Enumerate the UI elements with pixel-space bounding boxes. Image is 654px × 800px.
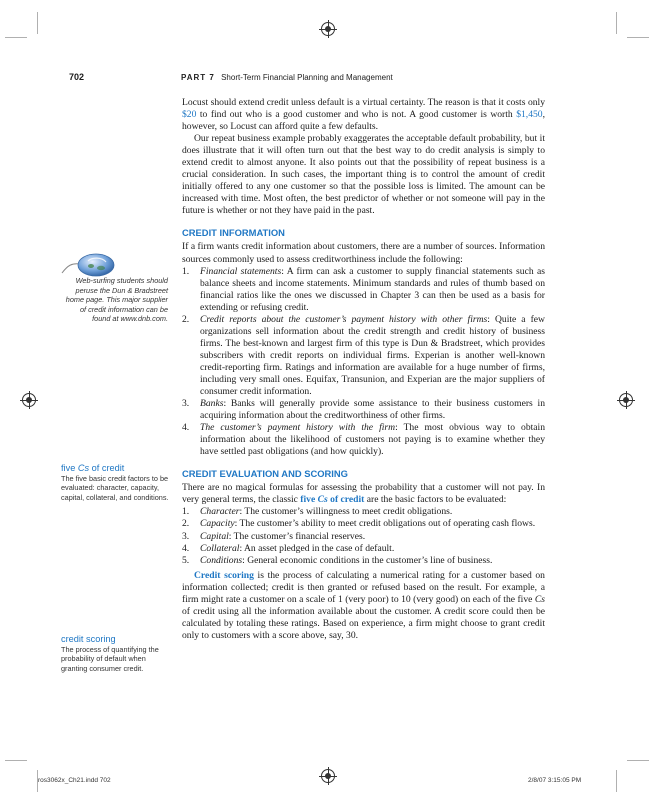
paragraph: Credit scoring is the process of calculating a numerical rating for a customer based on information collected; credit is then granted or refused based on the result. For example, a firm might rate a customer on a scale of 1 (very poor) to 10 (very good) on each of the five Cs of credit using all the information available about the customer. A credit score could then be calculated by totaling these ratings. Based on experience, a firm might choose to grant credit only to customers with a score above, say, 30. xyxy=(182,569,545,641)
list-item: 3. Capital: The customer’s financial reserves. xyxy=(182,530,366,542)
main-text-column xyxy=(182,97,545,642)
list-item: 3. Banks: Banks will generally provide some assistance to their business customers in acquiring information about the creditworthiness of other firms. xyxy=(182,398,545,422)
crop-mark xyxy=(627,37,649,38)
cost-link: $20 xyxy=(182,109,197,121)
keyword-credit-scoring: Credit scoring xyxy=(194,569,254,581)
five-cs-list xyxy=(182,506,545,566)
part-label: PART 7 xyxy=(181,73,215,82)
term-title: credit scoring xyxy=(61,634,116,644)
margin-term-credit-scoring xyxy=(61,634,171,673)
list-item: 2. Capacity: The customer’s ability to meet credit obligations out of operating cash flows. xyxy=(182,518,536,530)
registration-mark-icon xyxy=(321,769,335,783)
crop-mark xyxy=(616,770,617,792)
term-definition: The five basic credit factors to be evaluated: character, capacity, capital, collateral, and conditions. xyxy=(61,474,169,502)
web-note: Web-surfing students should peruse the Dun & Bradstreet home page. This major supplier of credit information can be found at www.dnb.com. xyxy=(65,276,168,324)
list-item: 1. Financial statements: A firm can ask a customer to supply financial statements such as balance sheets and income statements. Minimum standards and rules of thumb based on financial ratios like the ones we discussed in Chapter 3 can then be used as a basis for extending or refusing credit. xyxy=(182,265,545,313)
term-definition: The process of quantifying the probability of default when granting consumer credit. xyxy=(61,645,159,673)
paragraph: Locust should extend credit unless default is a virtual certainty. The reason is that it costs only $20 to find out who is a good customer and who is not. A good customer is worth $1,450, however, so Locust can afford quite a few defaults. xyxy=(182,97,545,133)
mouse-icon xyxy=(60,251,118,279)
list-item: 2. Credit reports about the customer’s payment history with other firms: Quite a few organizations sell information about the credit strength and credit history of business firms. The best-known and largest firm of this type is Dun & Bradstreet, which provides subscribers with credit reports on individual firms. Experian is another well-known credit-reporting firm. Ratings and information are available for a huge number of firms, including very small ones. Equifax, Transunion, and Experian are the major suppliers of consumer credit information. xyxy=(182,313,545,398)
term-title: five Cs of credit xyxy=(61,463,125,473)
worth-link: $1,450 xyxy=(516,109,543,121)
list-item: 1. Character: The customer’s willingness to meet credit obligations. xyxy=(182,506,453,518)
margin-term-five-cs xyxy=(61,463,171,502)
crop-mark xyxy=(627,760,649,761)
paragraph: If a firm wants credit information about customers, there are a number of sources. Information sources commonly used to assess creditworthiness include the following: xyxy=(182,241,545,265)
part-title: Short-Term Financial Planning and Management xyxy=(221,73,393,82)
footer-file-slug: ros3062x_Ch21.indd 702 xyxy=(38,777,111,784)
registration-mark-icon xyxy=(619,393,633,407)
registration-mark-icon xyxy=(22,393,36,407)
paragraph: Our repeat business example probably exaggerates the acceptable default probability, but it does illustrate that it will often turn out that the best way to do credit analysis is simply to extend credit to almost anyone. It also points out that the possibility of repeat business is a crucial consideration. In such cases, the important thing is to control the amount of credit initially offered to any one customer so that the possible loss is limited. The amount can be increased with time. Most often, the best predictor of whether or not someone will pay in the future is whether or not they have paid in the past. xyxy=(182,133,545,217)
keyword-five-cs: five Cs of credit xyxy=(300,494,365,506)
list-item: 4. Collateral: An asset pledged in the case of default. xyxy=(182,542,395,554)
crop-mark xyxy=(616,12,617,34)
paragraph: There are no magical formulas for assessing the probability that a customer will not pay. In very general terms, the classic five Cs of credit are the basic factors to be evaluated: xyxy=(182,482,545,506)
credit-info-list xyxy=(182,266,545,459)
list-item: 5. Conditions: General economic conditions in the customer’s line of business. xyxy=(182,554,493,566)
registration-mark-icon xyxy=(321,22,335,36)
page-number: 702 xyxy=(69,72,85,82)
section-heading-credit-information: CREDIT INFORMATION xyxy=(182,227,285,239)
running-header xyxy=(181,73,393,82)
section-heading-credit-evaluation: CREDIT EVALUATION AND SCORING xyxy=(182,468,348,480)
crop-mark xyxy=(37,12,38,34)
list-item: 4. The customer’s payment history with the firm: The most obvious way to obtain information about the likelihood of customers not paying is to examine whether they have settled past obligations (and how quickly). xyxy=(182,422,545,458)
crop-mark xyxy=(5,760,27,761)
crop-mark xyxy=(5,37,27,38)
footer-timestamp: 2/8/07 3:15:05 PM xyxy=(528,777,582,784)
